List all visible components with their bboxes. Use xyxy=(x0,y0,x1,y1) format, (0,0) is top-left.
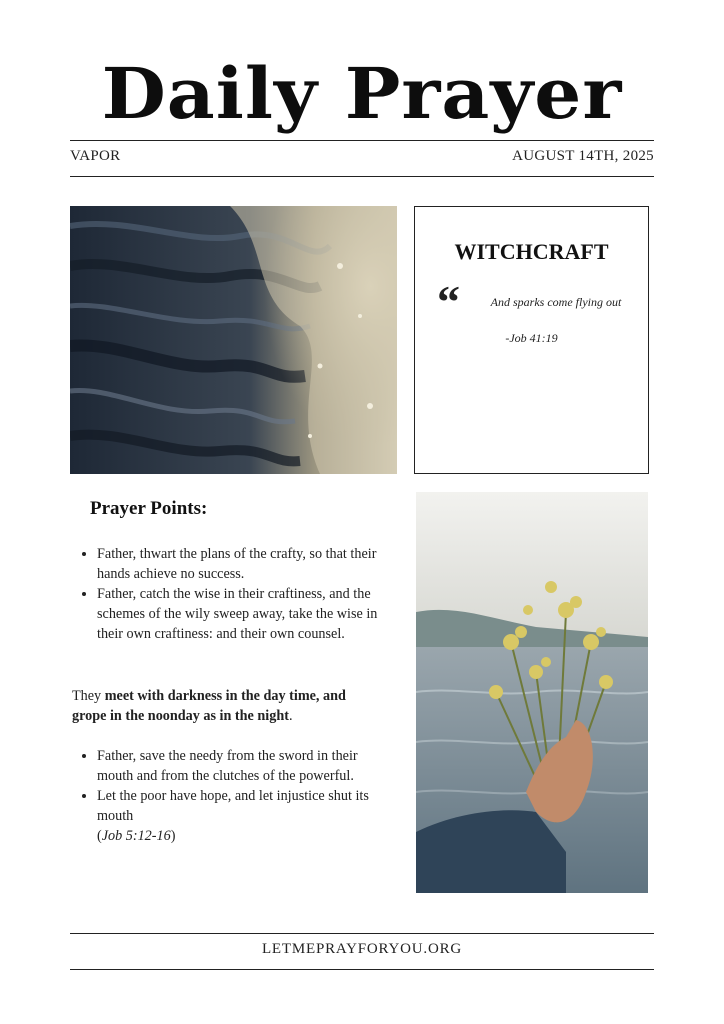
prayer-points-list-2 xyxy=(80,746,397,846)
quote-text: And sparks come flying out xyxy=(490,295,622,309)
prayer-points-heading: Prayer Points: xyxy=(90,498,208,519)
water-waves-photo xyxy=(70,206,397,474)
footer-website: LETMEPRAYFORYOU.ORG xyxy=(261,941,463,957)
series-label: VAPOR xyxy=(70,148,121,164)
page-title: Daily Prayer xyxy=(101,53,623,135)
list-item-text: Let the poor have hope, and let injustice shut its mouth xyxy=(97,788,369,824)
quote-title: WITCHCRAFT xyxy=(454,239,609,264)
date-label: AUGUST 14TH, 2025 xyxy=(512,148,654,164)
footer-rule-bottom xyxy=(70,969,654,970)
list-item xyxy=(97,786,397,846)
header-rule-bottom xyxy=(70,176,654,177)
footer-rule-top xyxy=(70,933,654,934)
citation-ref: Job 5:12-16 xyxy=(101,828,171,844)
header-rule-top xyxy=(70,140,654,141)
hand-holding-flowers-photo xyxy=(416,492,648,893)
list-item: • Father, catch the wise in their craftiness, and the schemes of the wily sweep away, take the wise in their own craftiness: and their own counsel. xyxy=(97,584,397,644)
prayer-points-list-1 xyxy=(80,544,397,644)
paragraph-lead: They xyxy=(72,688,105,704)
list-item: • Father, thwart the plans of the crafty, so that their hands achieve no success. xyxy=(97,544,397,584)
paragraph-end: . xyxy=(288,708,293,724)
scripture-paragraph xyxy=(72,686,372,726)
quote-mark-icon: “ xyxy=(437,276,460,327)
citation: (Job 5:12-16) xyxy=(97,828,176,844)
list-item: • Father, save the needy from the sword in their mouth and from the clutches of the powerful. xyxy=(97,746,397,786)
quote-box xyxy=(414,206,649,474)
quote-reference: -Job 41:19 xyxy=(505,331,558,345)
paragraph-bold: meet with darkness in the day time, and grope in the noonday as in the night xyxy=(72,688,346,724)
